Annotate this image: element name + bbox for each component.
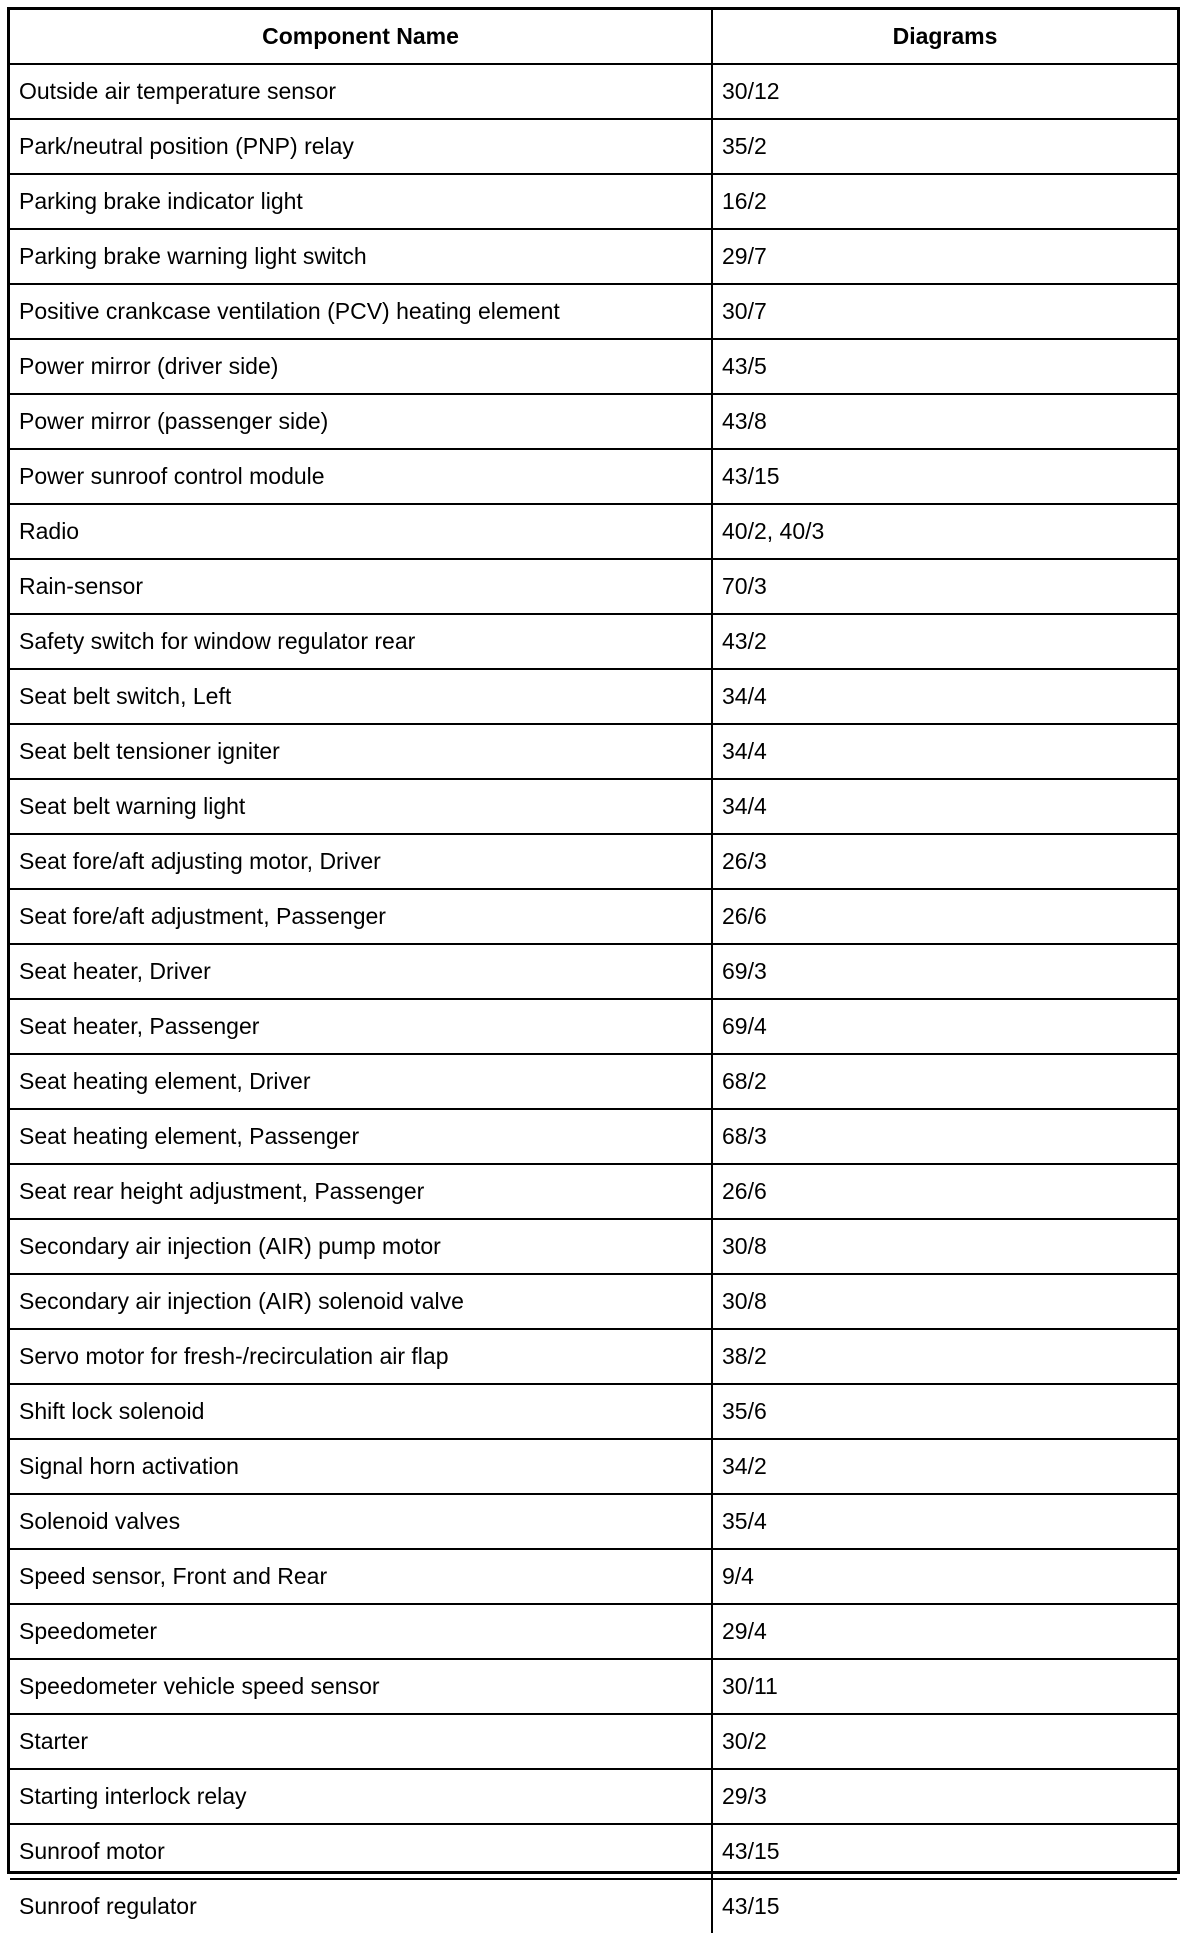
diagram-reference-cell: 30/7 bbox=[712, 284, 1177, 339]
table-row bbox=[10, 174, 1177, 229]
diagram-reference-cell: 70/3 bbox=[712, 559, 1177, 614]
table-row bbox=[10, 449, 1177, 504]
diagram-reference-cell: 43/15 bbox=[712, 1879, 1177, 1933]
component-name-cell: Rain-sensor bbox=[10, 559, 712, 614]
diagrams-header: Diagrams bbox=[712, 10, 1177, 64]
component-name-cell: Power mirror (driver side) bbox=[10, 339, 712, 394]
table-row bbox=[10, 944, 1177, 999]
component-name-cell: Seat heater, Passenger bbox=[10, 999, 712, 1054]
table-row bbox=[10, 229, 1177, 284]
diagram-reference-cell: 26/6 bbox=[712, 1164, 1177, 1219]
component-name-cell: Power sunroof control module bbox=[10, 449, 712, 504]
diagram-reference-cell: 35/6 bbox=[712, 1384, 1177, 1439]
component-name-cell: Starting interlock relay bbox=[10, 1769, 712, 1824]
table-row bbox=[10, 1604, 1177, 1659]
diagram-reference-cell: 30/8 bbox=[712, 1219, 1177, 1274]
component-name-cell: Safety switch for window regulator rear bbox=[10, 614, 712, 669]
diagram-reference-cell: 68/3 bbox=[712, 1109, 1177, 1164]
diagram-reference-cell: 35/4 bbox=[712, 1494, 1177, 1549]
table-row bbox=[10, 669, 1177, 724]
table-row bbox=[10, 1549, 1177, 1604]
diagram-reference-cell: 34/4 bbox=[712, 724, 1177, 779]
diagram-reference-cell: 34/4 bbox=[712, 669, 1177, 724]
table-row bbox=[10, 1219, 1177, 1274]
component-name-cell: Sunroof motor bbox=[10, 1824, 712, 1879]
table-row bbox=[10, 1109, 1177, 1164]
table-row bbox=[10, 889, 1177, 944]
table-row bbox=[10, 724, 1177, 779]
component-name-cell: Shift lock solenoid bbox=[10, 1384, 712, 1439]
component-name-cell: Solenoid valves bbox=[10, 1494, 712, 1549]
diagram-reference-cell: 34/2 bbox=[712, 1439, 1177, 1494]
component-name-header: Component Name bbox=[10, 10, 712, 64]
component-name-cell: Seat heating element, Driver bbox=[10, 1054, 712, 1109]
table-row bbox=[10, 339, 1177, 394]
table-row bbox=[10, 1384, 1177, 1439]
diagram-reference-cell: 43/15 bbox=[712, 449, 1177, 504]
diagram-reference-cell: 43/8 bbox=[712, 394, 1177, 449]
table-row bbox=[10, 1659, 1177, 1714]
table-row bbox=[10, 284, 1177, 339]
diagram-reference-cell: 26/3 bbox=[712, 834, 1177, 889]
component-name-cell: Seat belt tensioner igniter bbox=[10, 724, 712, 779]
component-diagram-table bbox=[10, 10, 1177, 1933]
table-row bbox=[10, 559, 1177, 614]
diagram-reference-cell: 43/5 bbox=[712, 339, 1177, 394]
component-name-cell: Secondary air injection (AIR) solenoid valve bbox=[10, 1274, 712, 1329]
diagram-reference-cell: 30/12 bbox=[712, 64, 1177, 119]
table-row bbox=[10, 394, 1177, 449]
component-name-cell: Radio bbox=[10, 504, 712, 559]
diagram-reference-cell: 26/6 bbox=[712, 889, 1177, 944]
component-name-cell: Seat fore/aft adjusting motor, Driver bbox=[10, 834, 712, 889]
component-index-sheet bbox=[7, 7, 1180, 1919]
diagram-reference-cell: 43/15 bbox=[712, 1824, 1177, 1879]
diagram-reference-cell: 38/2 bbox=[712, 1329, 1177, 1384]
component-name-cell: Outside air temperature sensor bbox=[10, 64, 712, 119]
diagram-reference-cell: 68/2 bbox=[712, 1054, 1177, 1109]
table-row bbox=[10, 1054, 1177, 1109]
diagram-reference-cell: 69/3 bbox=[712, 944, 1177, 999]
table-row bbox=[10, 614, 1177, 669]
table-row bbox=[10, 1164, 1177, 1219]
component-name-cell: Servo motor for fresh-/recirculation air flap bbox=[10, 1329, 712, 1384]
table-row bbox=[10, 1274, 1177, 1329]
table-row bbox=[10, 1494, 1177, 1549]
table-row bbox=[10, 1439, 1177, 1494]
table-row bbox=[10, 1879, 1177, 1933]
diagram-reference-cell: 40/2, 40/3 bbox=[712, 504, 1177, 559]
component-name-cell: Parking brake warning light switch bbox=[10, 229, 712, 284]
table-row bbox=[10, 64, 1177, 119]
component-name-cell: Positive crankcase ventilation (PCV) heating element bbox=[10, 284, 712, 339]
component-name-cell: Power mirror (passenger side) bbox=[10, 394, 712, 449]
diagram-reference-cell: 69/4 bbox=[712, 999, 1177, 1054]
table-row bbox=[10, 1329, 1177, 1384]
component-name-cell: Parking brake indicator light bbox=[10, 174, 712, 229]
table-body bbox=[10, 64, 1177, 1933]
component-name-cell: Seat belt switch, Left bbox=[10, 669, 712, 724]
diagram-reference-cell: 30/11 bbox=[712, 1659, 1177, 1714]
component-name-cell: Speedometer vehicle speed sensor bbox=[10, 1659, 712, 1714]
diagram-reference-cell: 30/8 bbox=[712, 1274, 1177, 1329]
table-row bbox=[10, 779, 1177, 834]
diagram-reference-cell: 29/7 bbox=[712, 229, 1177, 284]
diagram-reference-cell: 9/4 bbox=[712, 1549, 1177, 1604]
diagram-reference-cell: 43/2 bbox=[712, 614, 1177, 669]
component-name-cell: Seat heating element, Passenger bbox=[10, 1109, 712, 1164]
table-row bbox=[10, 1769, 1177, 1824]
component-name-cell: Signal horn activation bbox=[10, 1439, 712, 1494]
component-name-cell: Speed sensor, Front and Rear bbox=[10, 1549, 712, 1604]
table-row bbox=[10, 119, 1177, 174]
diagram-reference-cell: 35/2 bbox=[712, 119, 1177, 174]
component-name-cell: Seat belt warning light bbox=[10, 779, 712, 834]
table-row bbox=[10, 1714, 1177, 1769]
diagram-reference-cell: 29/3 bbox=[712, 1769, 1177, 1824]
component-name-cell: Seat rear height adjustment, Passenger bbox=[10, 1164, 712, 1219]
table-row bbox=[10, 999, 1177, 1054]
component-name-cell: Secondary air injection (AIR) pump motor bbox=[10, 1219, 712, 1274]
table-row bbox=[10, 834, 1177, 889]
component-name-cell: Sunroof regulator bbox=[10, 1879, 712, 1933]
diagram-reference-cell: 30/2 bbox=[712, 1714, 1177, 1769]
table-row bbox=[10, 504, 1177, 559]
table-row bbox=[10, 1824, 1177, 1879]
component-name-cell: Speedometer bbox=[10, 1604, 712, 1659]
table-header-row bbox=[10, 10, 1177, 64]
component-name-cell: Starter bbox=[10, 1714, 712, 1769]
component-name-cell: Park/neutral position (PNP) relay bbox=[10, 119, 712, 174]
diagram-reference-cell: 29/4 bbox=[712, 1604, 1177, 1659]
diagram-reference-cell: 34/4 bbox=[712, 779, 1177, 834]
component-name-cell: Seat fore/aft adjustment, Passenger bbox=[10, 889, 712, 944]
component-name-cell: Seat heater, Driver bbox=[10, 944, 712, 999]
diagram-reference-cell: 16/2 bbox=[712, 174, 1177, 229]
